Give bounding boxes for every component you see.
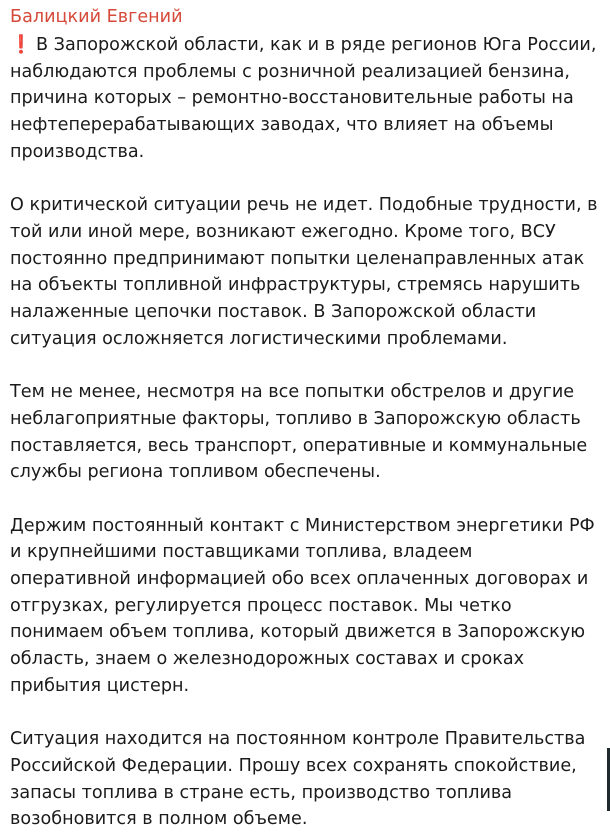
message-line: Тем не менее, несмотря на все попытки обстрелов и другие — [10, 382, 575, 403]
message-line: неблагоприятные факторы, топливо в Запорожскую область — [10, 408, 581, 429]
message-line: той или иной мере, возникают ежегодно. Кроме того, ВСУ — [10, 221, 556, 242]
message-line: отгрузках, регулируется процесс поставок. Мы четко — [10, 595, 512, 616]
message-line: наблюдаются проблемы с розничной реализацией бензина, — [10, 61, 571, 82]
message-line: Ситуация находится на постоянном контроле Правительства — [10, 729, 586, 750]
message-line: О критической ситуации речь не идет. Подобные трудности, в — [10, 195, 598, 216]
message-text — [10, 32, 600, 833]
message-line: нефтеперерабатывающих заводах, что влияет на объемы — [10, 115, 554, 136]
message-line: ситуация осложняется логистическими проблемами. — [10, 328, 508, 349]
message-paragraph — [10, 192, 600, 352]
message-line: и крупнейшими поставщиками топлива, владеем — [10, 542, 473, 563]
message-line: службы региона топливом обеспечены. — [10, 462, 381, 483]
message-line: налаженные цепочки поставок. В Запорожской области — [10, 302, 537, 323]
message-paragraph — [10, 726, 600, 833]
exclamation-icon: ❗ — [10, 35, 32, 55]
message-line: производства. — [10, 141, 145, 162]
message-line: прибытия цистерн. — [10, 675, 190, 696]
message-line: поставляется, весь транспорт, оперативные и коммунальные — [10, 435, 588, 456]
message-line: возобновится в полном объеме. — [10, 809, 308, 830]
message-line: на объекты топливной инфраструктуры, стремясь нарушить — [10, 275, 581, 296]
message-line: постоянно предпринимают попытки целенаправленных атак — [10, 248, 585, 269]
message-paragraph — [10, 32, 600, 166]
window-edge — [600, 0, 610, 811]
sender-name[interactable]: Балицкий Евгений — [10, 7, 183, 27]
message-line — [10, 32, 600, 59]
message-paragraph — [10, 379, 600, 486]
message-line: оперативной информацией обо всех оплаченных договорах и — [10, 569, 589, 590]
message-line: запасы топлива в стране есть, производство топлива — [10, 782, 513, 803]
message-line: причина которых – ремонтно-восстановительные работы на — [10, 88, 574, 109]
message-line: область, знаем о железнодорожных составах и сроках — [10, 649, 525, 670]
message-line-text: В Запорожской области, как и в ряде регионов Юга России, — [36, 35, 597, 55]
message-line: понимаем объем топлива, который движется в Запорожскую — [10, 622, 586, 643]
message-line: Российской Федерации. Прошу всех сохранять спокойствие, — [10, 755, 577, 776]
message-line: Держим постоянный контакт с Министерством энергетики РФ — [10, 515, 595, 536]
message-paragraph — [10, 513, 600, 700]
